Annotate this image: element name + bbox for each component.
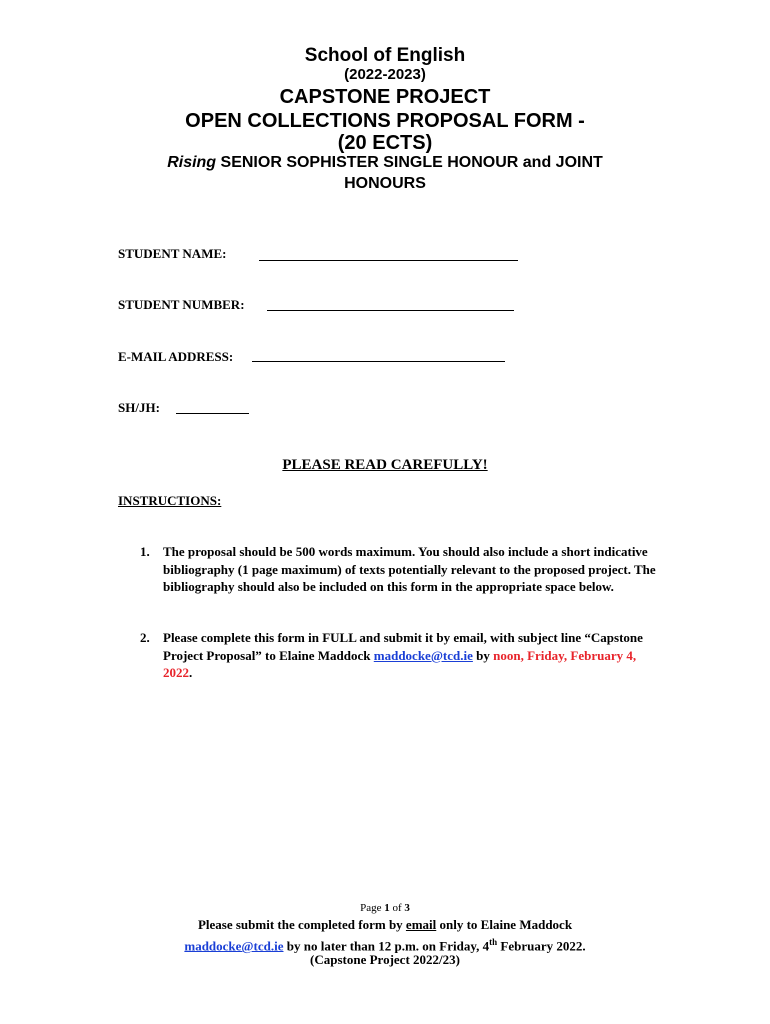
please-read-notice: PLEASE READ CAREFULLY! — [282, 457, 488, 473]
student-name-field[interactable] — [259, 260, 518, 261]
email-link[interactable]: maddocke@tcd.ie — [373, 647, 473, 663]
footer-text: Please submit the completed form by — [197, 917, 406, 932]
audience-line-2: HONOURS — [344, 175, 426, 192]
instruction-item-1 — [140, 543, 660, 615]
page-prefix: Page — [360, 902, 385, 914]
footer-line-1 — [0, 916, 770, 933]
ects-credits: (20 ECTS) — [337, 132, 433, 154]
audience-rest: SENIOR SOPHISTER SINGLE HONOUR and JOINT — [216, 154, 603, 171]
school-title: School of English — [304, 45, 466, 66]
student-number-label: STUDENT NUMBER: — [118, 297, 245, 312]
footer-superscript: th — [489, 937, 498, 947]
audience-line-1 — [0, 154, 770, 172]
shjh-field[interactable] — [176, 413, 249, 414]
instructions-heading: INSTRUCTIONS: — [118, 493, 222, 508]
academic-year: (2022-2023) — [344, 66, 426, 83]
item-number: 2. — [140, 630, 150, 645]
project-title: CAPSTONE PROJECT — [279, 86, 491, 108]
student-number-field[interactable] — [267, 310, 514, 311]
item-number: 1. — [140, 544, 150, 559]
audience-italic: Rising — [167, 154, 217, 171]
footer-line-3: (Capstone Project 2022/23) — [310, 952, 460, 967]
page-current: 1 — [384, 902, 390, 914]
item-text — [163, 629, 663, 682]
email-field[interactable] — [252, 361, 505, 362]
footer-text: by no later than 12 p.m. on Friday, 4 — [283, 938, 490, 954]
instruction-item-2 — [140, 629, 660, 685]
item-text-by: by — [472, 647, 494, 663]
page-total: 3 — [404, 902, 410, 914]
page-number — [0, 902, 770, 914]
page-of: of — [389, 902, 405, 914]
student-name-label: STUDENT NAME: — [118, 246, 227, 261]
footer-text: only to Elaine Maddock — [436, 917, 573, 932]
item-text-intro: Please complete this form in FULL and submit it by email, with subject line “Capstone Project Proposal” to Elaine Maddock — [163, 630, 643, 663]
deadline-text: noon, Friday, February 4, 2022 — [163, 647, 637, 680]
shjh-label: SH/JH: — [118, 400, 160, 415]
email-label: E-MAIL ADDRESS: — [118, 349, 234, 364]
footer-email-word: email — [405, 917, 437, 932]
item-text-end: . — [189, 665, 193, 680]
footer-email-link[interactable]: maddocke@tcd.ie — [184, 938, 284, 954]
form-name: OPEN COLLECTIONS PROPOSAL FORM - — [185, 110, 585, 132]
footer-text: February 2022. — [497, 938, 586, 954]
item-text: The proposal should be 500 words maximum. You should also include a short indicative bibliography (1 page maximum) of texts potentially relevant to the proposed project. The bibliography should also be included on this form in the appropriate space below. — [163, 544, 656, 594]
